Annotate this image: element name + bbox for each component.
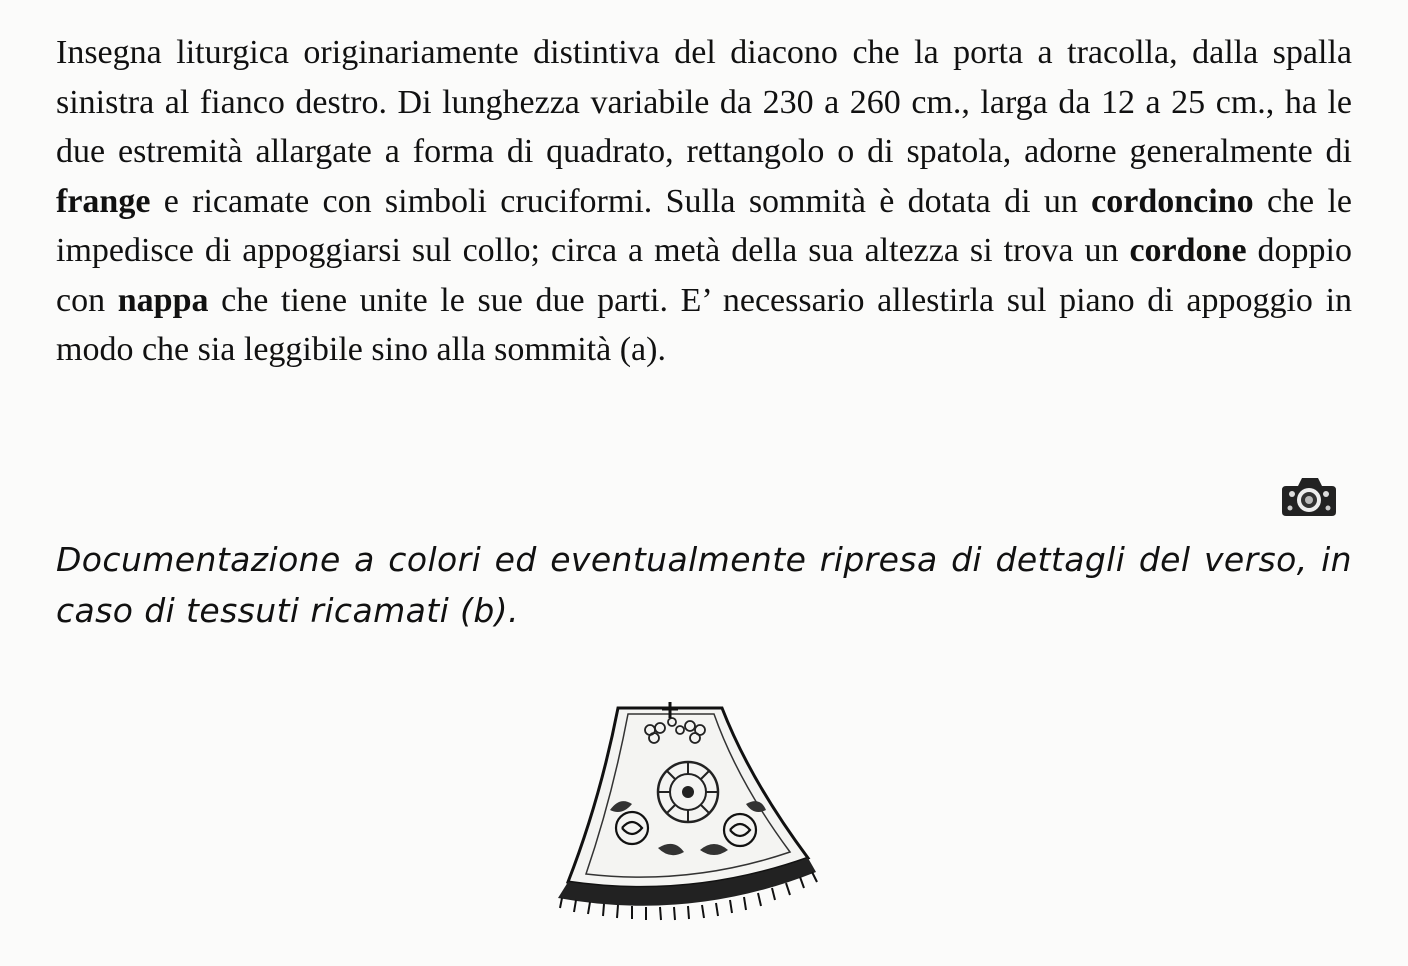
stole-illustration — [540, 700, 830, 925]
main-paragraph — [56, 28, 1352, 375]
text-run: doppio con — [56, 232, 1352, 319]
text-run: che le impedisce di appoggiarsi sul collo; circa a metà della sua altezza si trova un — [56, 182, 1352, 269]
keyword-cordone: cordone — [1129, 232, 1247, 269]
text-run: che tiene unite le sue due parti. E’ necessario allestirla sul piano di appoggio in modo che sia leggibile sino alla sommità (a). — [56, 281, 1353, 368]
text-run: e ricamate con simboli cruciformi. Sulla sommità è dotata di un — [150, 182, 1092, 220]
keyword-frange: frange — [56, 182, 151, 220]
camera-icon — [1280, 474, 1338, 518]
text-run: Insegna liturgica originariamente distintiva del diacono che la porta a tracolla, dalla spalla sinistra al fianco destro. Di lunghezza variabile da 230 a 260 cm., larga da 12 a 25 cm., ha le due estremità allargate a forma di quadrato, rettangolo o di spatola, adorne generalmente di — [56, 34, 1352, 170]
keyword-cordoncino: cordoncino — [1091, 182, 1254, 220]
photo-note: Documentazione a colori ed eventualmente ripresa di dettagli del verso, in caso di tessuti ricamati (b). — [56, 540, 1352, 630]
keyword-nappa: nappa — [117, 281, 209, 319]
